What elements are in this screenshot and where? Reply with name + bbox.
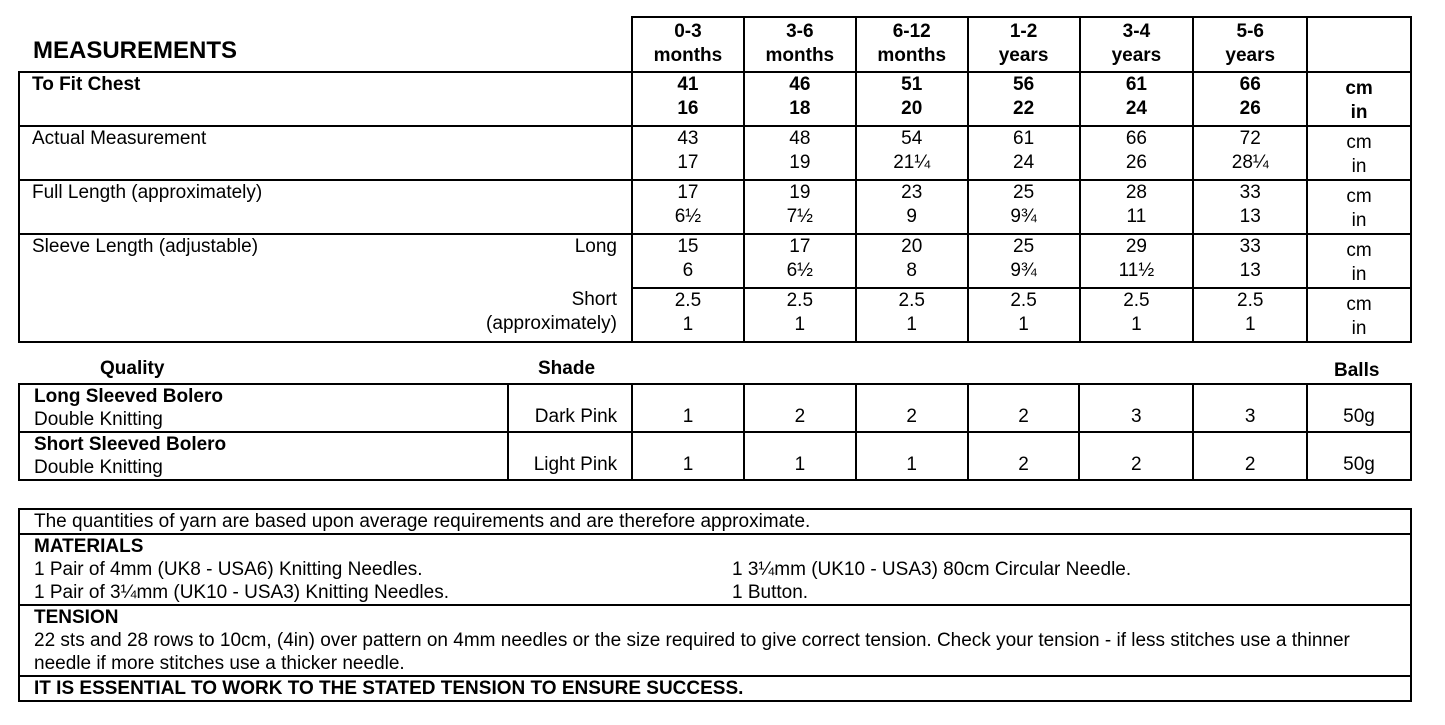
size-header: 3-6 months [744,17,856,72]
yarn-table [18,383,1412,481]
table-row: To Fit Chest 41 16 46 18 51 20 56 22 61 24 66 26 cm in [19,72,1411,126]
sublabel: Long [574,236,617,257]
materials-section: MATERIALS 1 Pair of 4mm (UK8 - USA6) Knitting Needles. 1 Pair of 3¼mm (UK10 - USA3) Knitting Needles. 1 3¼mm (UK10 - USA3) 80cm Circular Needle. 1 Button. [19,534,1411,605]
quantities-note: The quantities of yarn are based upon average requirements and are therefore approximate. [19,509,1411,534]
yarn-item: Short Sleeved Bolero Double Knitting [19,432,508,480]
table-row: Actual Measurement 43 17 48 19 54 21¼ 61 24 66 26 72 28¼ cm in [19,126,1411,180]
yarn-item: Long Sleeved Bolero Double Knitting [19,384,508,432]
size-header: 6-12 months [856,17,968,72]
row-label: Full Length (approximately) [19,180,632,234]
notes-table [18,508,1412,702]
tension-section: TENSION 22 sts and 28 rows to 10cm, (4in) over pattern on 4mm needles or the size required to give correct tension. Check your tension - if less stitches use a thinner needle if more stitches use a thicker needle. [19,605,1411,676]
row-label: Short (approximately) [19,288,632,342]
material-item: 1 Pair of 3¼mm (UK10 - USA3) Knitting Needles. [34,582,450,603]
material-item: 1 3¼mm (UK10 - USA3) 80cm Circular Needle. [732,559,1132,580]
size-header: 1-2 years [968,17,1080,72]
essential-note: IT IS ESSENTIAL TO WORK TO THE STATED TENSION TO ENSURE SUCCESS. [19,676,1411,701]
table-row: Long Sleeved Bolero Double Knitting Dark Pink 1 2 2 2 3 3 50g [19,384,1411,432]
material-item: 1 Pair of 4mm (UK8 - USA6) Knitting Needles. [34,559,423,580]
balls-header: Balls [1334,360,1380,381]
row-label: To Fit Chest [19,72,632,126]
row-label: Actual Measurement [19,126,632,180]
measurements-title: MEASUREMENTS [19,17,632,72]
measurements-table [18,16,1412,343]
shade-header: Shade [538,358,596,379]
row-label: Sleeve Length (adjustable) Long [19,234,632,288]
size-header: 5-6 years [1193,17,1307,72]
size-header: 3-4 years [1080,17,1194,72]
material-item: 1 Button. [732,582,809,603]
unit-header [1307,17,1411,72]
size-header: 0-3 months [632,17,744,72]
shade-cell: Light Pink [508,432,632,480]
table-row: Full Length (approximately) 17 6½ 19 7½ 23 9 25 9¾ 28 11 33 13 cm in [19,180,1411,234]
table-row: Short (approximately) 2.5 1 2.5 1 2.5 1 2.5 1 2.5 1 2.5 1 cm in [19,288,1411,342]
shade-cell: Dark Pink [508,384,632,432]
table-row: Short Sleeved Bolero Double Knitting Light Pink 1 1 1 2 2 2 50g [19,432,1411,480]
quality-header: Quality [100,358,165,379]
table-row: Sleeve Length (adjustable) Long 15 6 17 6½ 20 8 25 9¾ 29 11½ 33 13 cm in [19,234,1411,288]
